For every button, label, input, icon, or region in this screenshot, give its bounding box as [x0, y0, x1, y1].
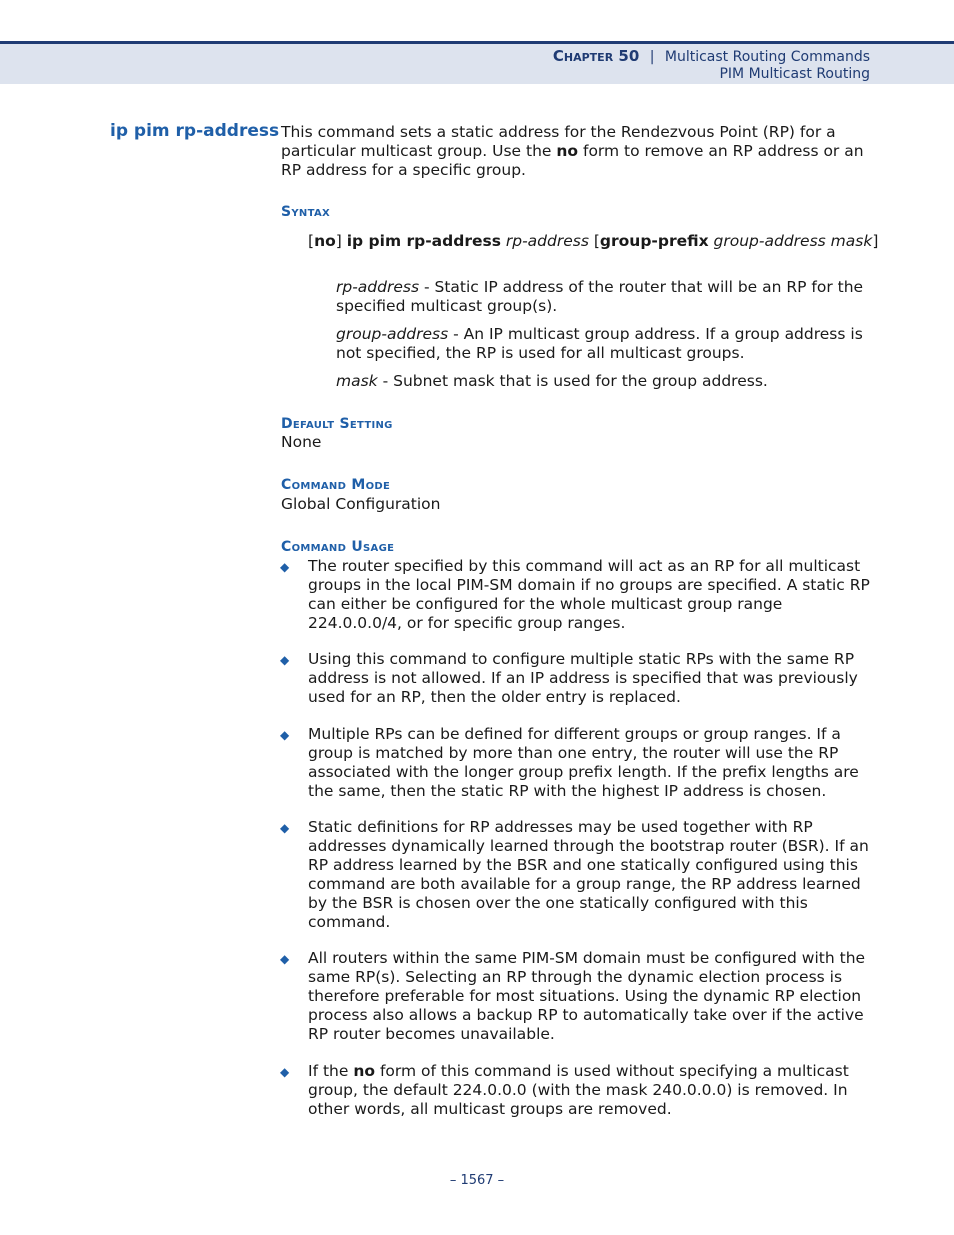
usage-item: Multiple RPs can be defined for different groups or group ranges. If a group is matched by more than one entry, the router will use the RP associated with the longer group prefix length. If the prefix lengths are the same, then the static RP with the highest IP address is chosen. [308, 725, 859, 800]
syntax-arg-rp: rp-address [500, 232, 594, 250]
diamond-bullet-icon: ◆ [280, 653, 290, 667]
usage-no-keyword: no [353, 1062, 376, 1080]
syntax-command: ip pim rp-address [346, 232, 501, 250]
syntax-heading: Syntax [281, 204, 330, 220]
usage-item: Static definitions for RP addresses may be used together with RP addresses dynamically learned through the bootstrap router (BSR). If an RP address learned by the BSR and one statically configured using this command are both available for a group range, the RP address learned by the BSR is chosen over the one statically configured with this command. [308, 818, 869, 931]
param-name: rp-address [336, 278, 420, 296]
page-number: – 1567 – [449, 1173, 505, 1188]
page-header [0, 41, 954, 84]
syntax-arg-group: group-address mask [708, 232, 873, 250]
syntax-no: no [314, 232, 336, 250]
default-setting-value: None [281, 433, 322, 451]
param-rp-address [336, 278, 870, 316]
syntax-bracket: ] [872, 232, 879, 250]
command-mode-value: Global Configuration [281, 495, 441, 513]
command-intro [281, 123, 871, 180]
command-mode-heading: Command Mode [281, 477, 391, 493]
usage-item [308, 1062, 870, 1119]
syntax-group-prefix: group-prefix [599, 232, 709, 250]
syntax-bracket: ] [335, 232, 347, 250]
param-group-address [336, 325, 870, 363]
intro-text-2: form to remove an RP address or an RP address for a specific group. [281, 142, 864, 179]
diamond-bullet-icon: ◆ [280, 821, 290, 835]
intro-text-1: This command sets a static address for the Rendezvous Point (RP) for a particular multicast group. Use the [281, 123, 836, 160]
param-name: group-address [336, 325, 449, 343]
param-name: mask [336, 372, 378, 390]
header-separator: | [649, 49, 655, 65]
diamond-bullet-icon: ◆ [280, 952, 290, 966]
usage-item: Using this command to configure multiple static RPs with the same RP address is not allowed. If an IP address is specified that was previously used for an RP, then the older entry is replaced. [308, 650, 858, 706]
usage-text: form of this command is used without specifying a multicast group, the default 224.0.0.0 (with the mask 240.0.0.0) is removed. In other words, all multicast groups are removed. [308, 1062, 849, 1118]
chapter-label: Chapter 50 [552, 47, 640, 65]
diamond-bullet-icon: ◆ [280, 1065, 290, 1079]
command-title: ip pim rp-address [110, 121, 280, 141]
param-desc: - Subnet mask that is used for the group address. [377, 372, 768, 390]
default-setting-heading: Default Setting [281, 416, 393, 432]
section-title: PIM Multicast Routing [719, 66, 870, 82]
header-chapter-line [553, 47, 870, 65]
usage-item: All routers within the same PIM-SM domain must be configured with the same RP(s). Selecting an RP through the dynamic election process is therefore preferable for most situations. Using the dynamic RP election process also allows a backup RP to automatically take over if the active RP router becomes unavailable. [308, 949, 866, 1043]
syntax-bracket: [ [593, 232, 600, 250]
param-mask [336, 372, 870, 391]
intro-no-keyword: no [556, 142, 579, 160]
chapter-title: Multicast Routing Commands [664, 49, 870, 65]
param-desc: - An IP multicast group address. If a group address is not specified, the RP is used for all multicast groups. [336, 325, 863, 362]
diamond-bullet-icon: ◆ [280, 560, 290, 574]
syntax-line [308, 232, 896, 251]
usage-text: If the [308, 1062, 354, 1080]
param-desc: - Static IP address of the router that will be an RP for the specified multicast group(s). [336, 278, 864, 315]
syntax-bracket: [ [308, 232, 315, 250]
diamond-bullet-icon: ◆ [280, 728, 290, 742]
usage-item: The router specified by this command will act as an RP for all multicast groups in the local PIM-SM domain if no groups are specified. A static RP can either be configured for the whole multicast group range 224.0.0.0/4, or for specific group ranges. [308, 557, 870, 632]
command-usage-heading: Command Usage [281, 539, 395, 555]
